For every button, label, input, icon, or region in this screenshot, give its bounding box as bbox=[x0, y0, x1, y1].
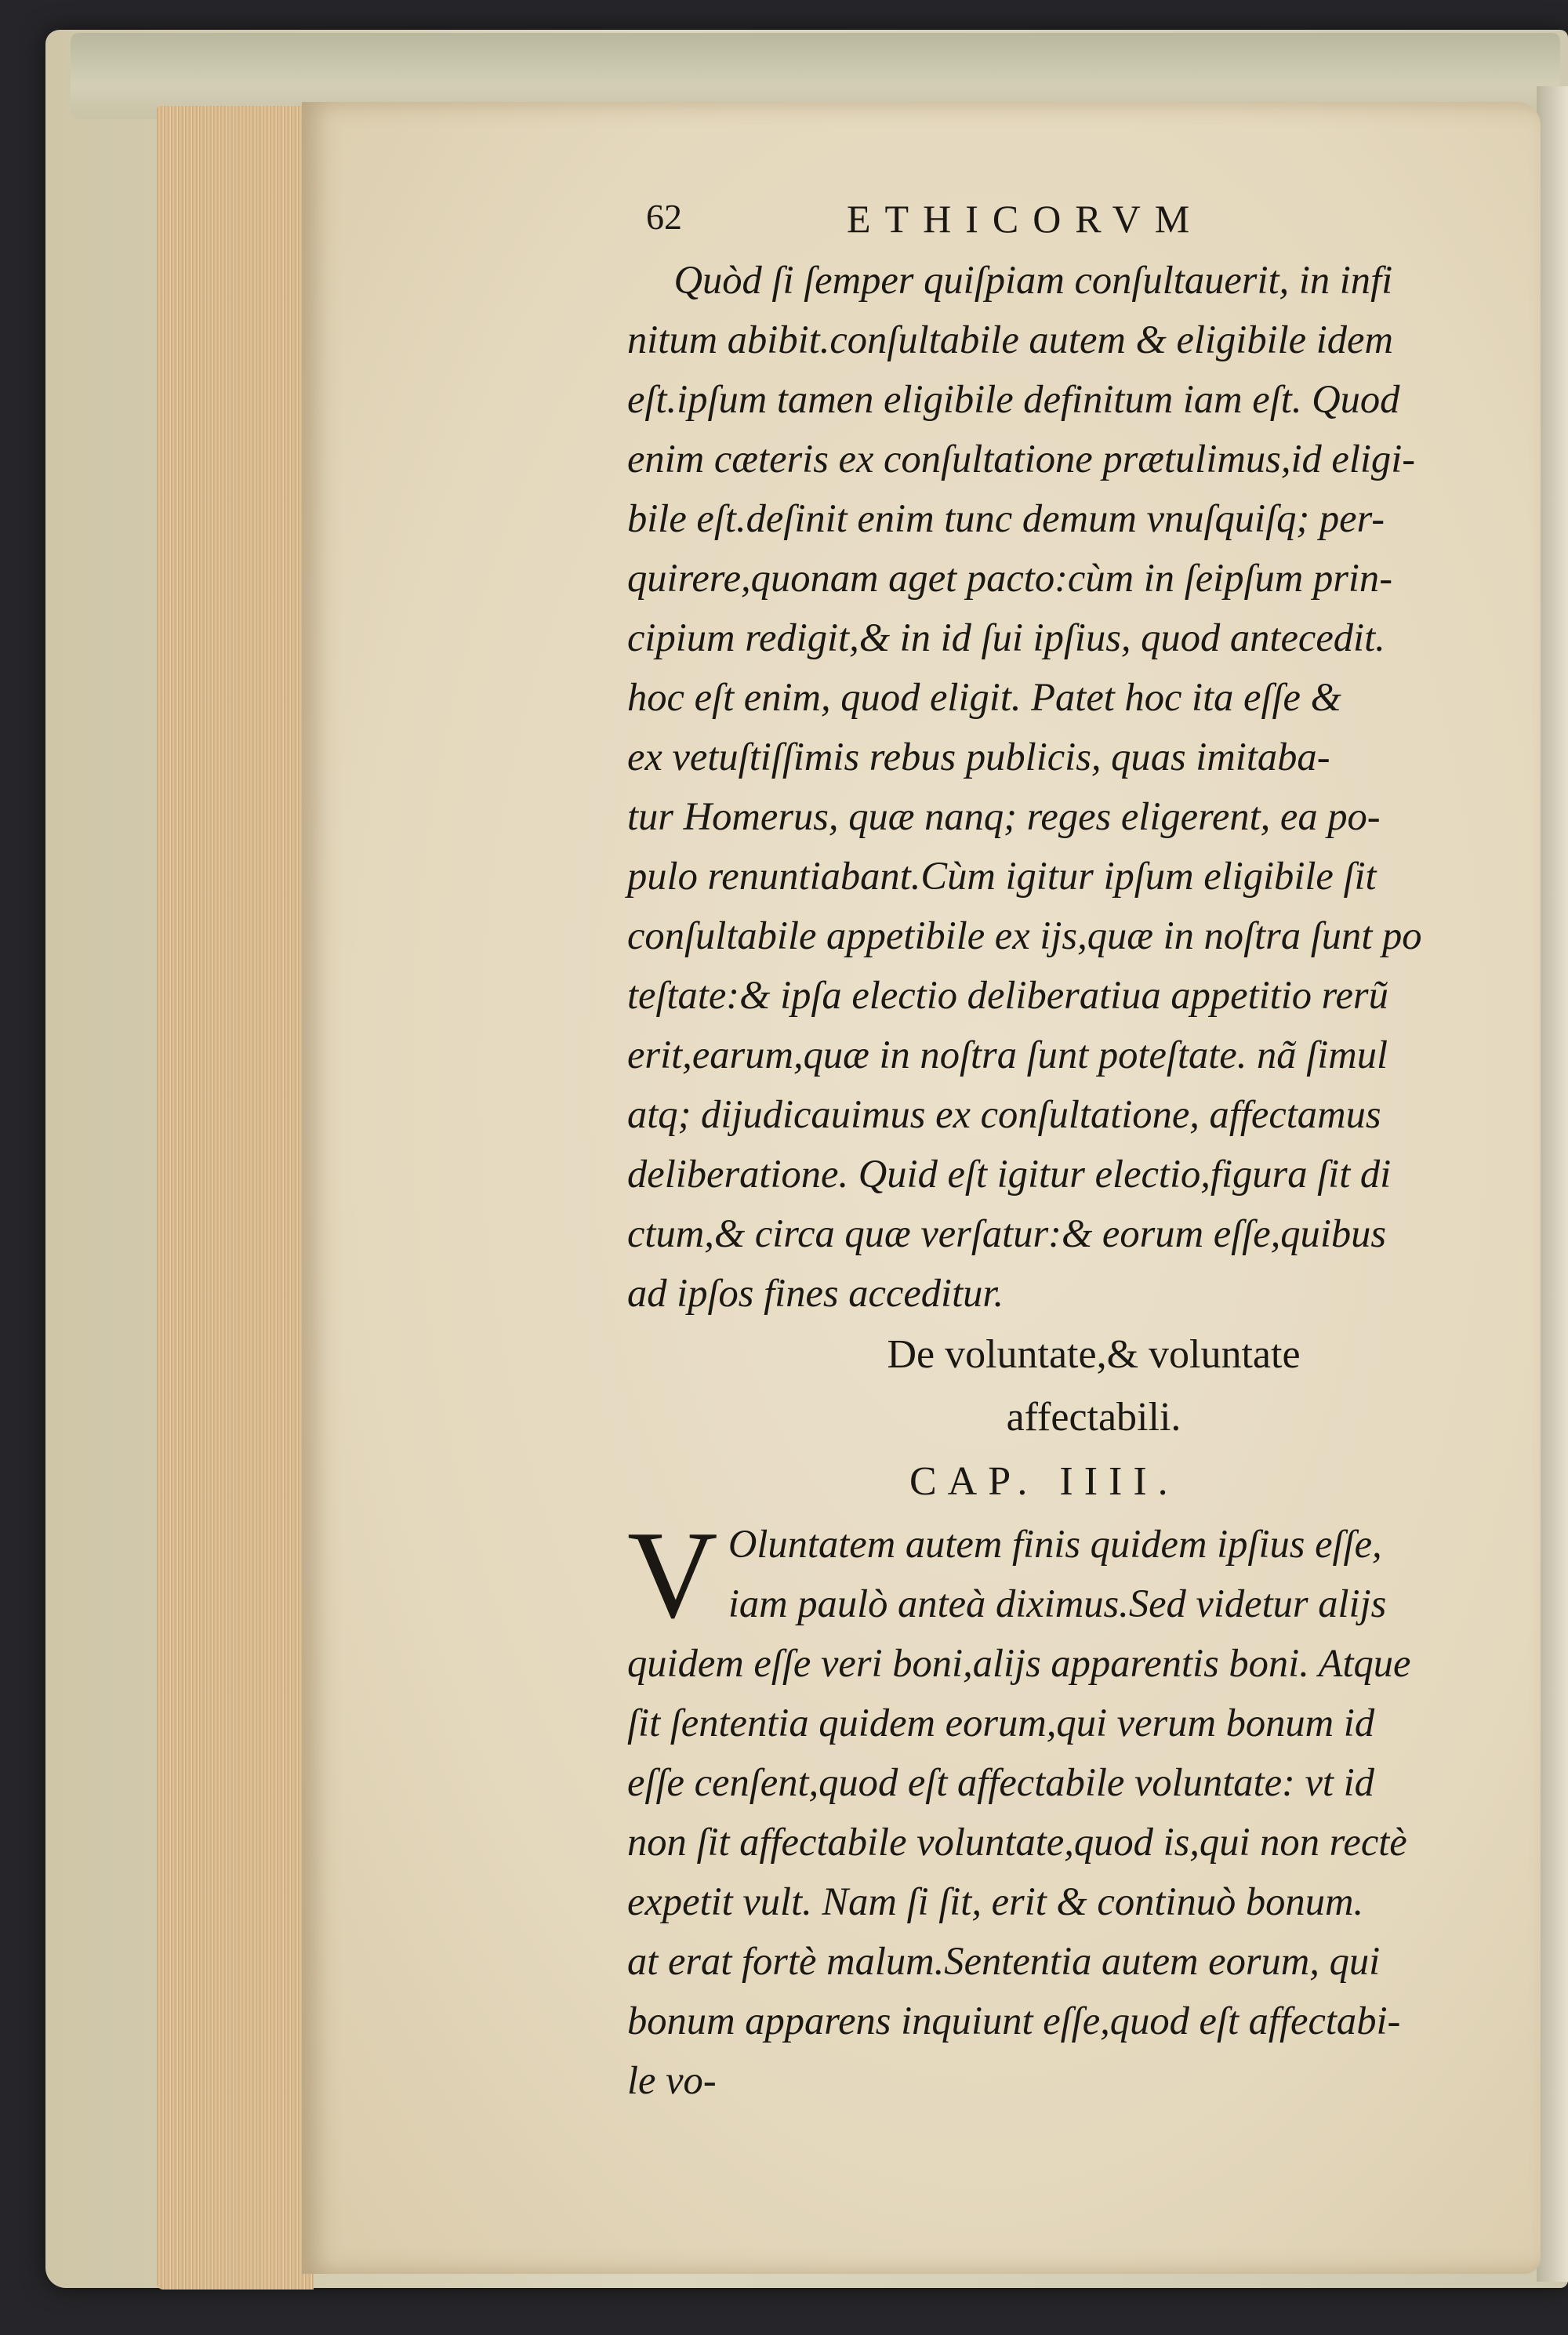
text-line: le vo- bbox=[627, 2059, 717, 2103]
page-text bbox=[627, 196, 1513, 2111]
text-line: at erat fortè malum.Sententia autem eorum, qui bbox=[627, 1940, 1381, 1984]
section-heading-line-1: De voluntate,& voluntate bbox=[887, 1332, 1301, 1377]
text-line: nitum abibit.conſultabile autem & eligibile idem bbox=[627, 318, 1393, 362]
text-line: ſit ſententia quidem eorum,qui verum bonum id bbox=[627, 1701, 1375, 1745]
text-line: atq; dijudicauimus ex conſultatione, affectamus bbox=[627, 1093, 1381, 1137]
text-line: tur Homerus, quæ nanq; reges eligerent, ea po- bbox=[627, 795, 1381, 839]
text-line: quirere,quonam aget pacto:cùm in ſeipſum prin- bbox=[627, 557, 1393, 601]
text-line: Oluntatem autem finis quidem ipſius eſſe, bbox=[728, 1523, 1382, 1567]
text-line: cipium redigit,& in id ſui ipſius, quod antecedit. bbox=[627, 616, 1385, 660]
text-line: iam paulò anteà diximus.Sed videtur alijs bbox=[728, 1582, 1387, 1626]
text-line: deliberatione. Quid eſt igitur electio,figura ſit di bbox=[627, 1153, 1392, 1197]
text-line: teſtate:& ipſa electio deliberatiua appetitio rerũ bbox=[627, 974, 1388, 1018]
text-line: eſſe cenſent,quod eſt affectabile voluntate: vt id bbox=[627, 1761, 1374, 1805]
text-line: enim cæteris ex conſultatione prætulimus,id eligi- bbox=[627, 438, 1416, 481]
paragraph-1 bbox=[627, 251, 1513, 1324]
drop-cap: V bbox=[627, 1505, 718, 1644]
text-line: erit,earum,quæ in noſtra ſunt poteſtate. nã ſimul bbox=[627, 1033, 1388, 1077]
section-heading-line-2: affectabili. bbox=[1006, 1395, 1181, 1440]
text-line: conſultabile appetibile ex ijs,quæ in noſtra ſunt po bbox=[627, 914, 1422, 958]
text-line: ex vetuſtiſſimis rebus publicis, quas imitaba- bbox=[627, 735, 1330, 779]
facing-page-edge bbox=[1537, 86, 1568, 2282]
text-line: hoc eſt enim, quod eligit. Patet hoc ita eſſe & bbox=[627, 676, 1341, 720]
text-line: expetit vult. Nam ſi ſit, erit & continuò bonum. bbox=[627, 1880, 1364, 1924]
running-head: ETHICORVM bbox=[847, 197, 1204, 241]
chapter-label: CAP. IIII. bbox=[909, 1459, 1179, 1504]
text-line: bile eſt.deſinit enim tunc demum vnuſquiſq; per- bbox=[627, 497, 1385, 541]
paragraph-2 bbox=[627, 1505, 1513, 2111]
page-header bbox=[627, 196, 1513, 251]
text-line: ad ipſos fines acceditur. bbox=[627, 1272, 1004, 1316]
page-edges bbox=[157, 106, 314, 2290]
text-line: bonum apparens inquiunt eſſe,quod eſt affectabi- bbox=[627, 1999, 1401, 2043]
text-line: eſt.ipſum tamen eligibile definitum iam eſt. Quod bbox=[627, 378, 1400, 422]
page-number: 62 bbox=[646, 197, 682, 237]
text-line: ctum,& circa quæ verſatur:& eorum eſſe,quibus bbox=[627, 1212, 1387, 1256]
text-line: non ſit affectabile voluntate,quod is,qui non rectè bbox=[627, 1821, 1407, 1865]
text-line: Quòd ſi ſemper quiſpiam conſultauerit, in infi bbox=[673, 259, 1393, 303]
text-line: pulo renuntiabant.Cùm igitur ipſum eligibile ſit bbox=[627, 855, 1377, 899]
text-line: quidem eſſe veri boni,alijs apparentis boni. Atque bbox=[627, 1642, 1411, 1686]
